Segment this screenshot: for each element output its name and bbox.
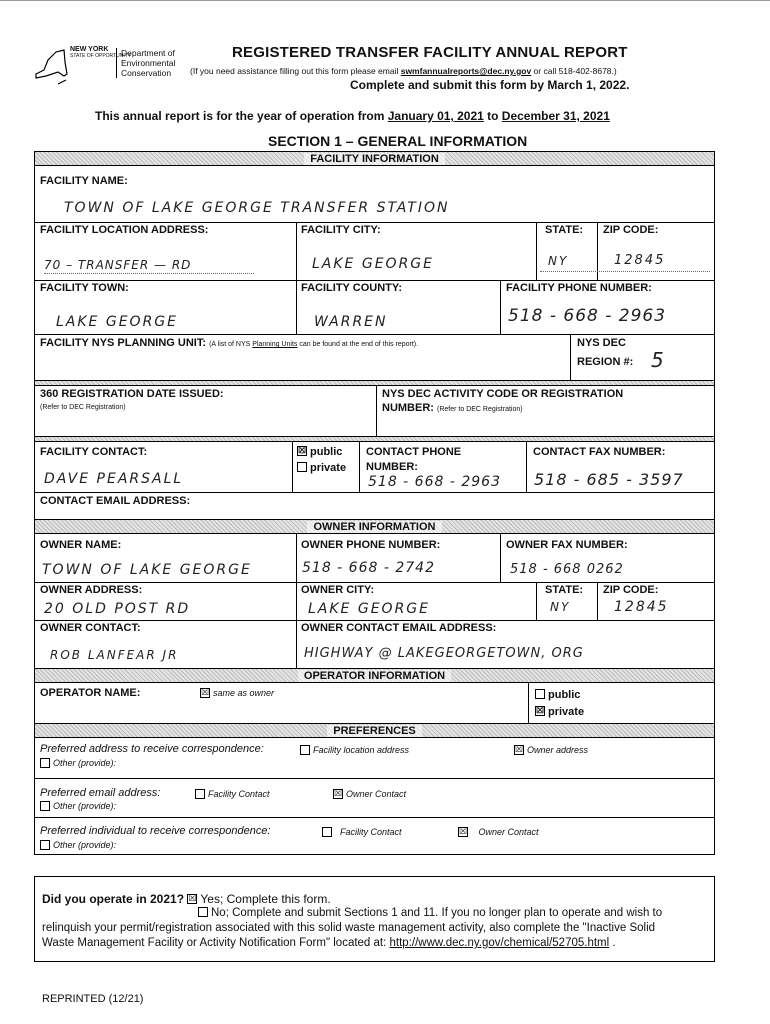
operate-question — [42, 892, 331, 906]
operator-name-label: OPERATOR NAME: — [40, 687, 141, 699]
owner-name-label: OWNER NAME: — [40, 539, 122, 551]
pref-email-label: Preferred email address: — [40, 787, 161, 799]
owner-fax-field[interactable]: 518 - 668 0262 — [510, 562, 624, 577]
assistance-note — [190, 66, 617, 76]
divider — [296, 222, 297, 280]
year-pre: This annual report is for the year of operation from — [95, 109, 388, 123]
operator-public-label: public — [548, 689, 581, 701]
facility-contact-label: FACILITY CONTACT: — [40, 446, 148, 458]
activity-note: (Refer to DEC Registration) — [437, 406, 523, 413]
divider — [35, 582, 714, 583]
pref-email-owner-label: Owner Contact — [346, 789, 407, 799]
divider — [500, 534, 501, 582]
operate-line-3-post: . — [609, 937, 616, 949]
spacer-band — [35, 381, 714, 386]
public-checkbox[interactable]: ☒ — [298, 445, 307, 456]
pref-individual-facility-label: Facility Contact — [340, 827, 402, 837]
registration-date-label: 360 REGISTRATION DATE ISSUED: — [40, 388, 224, 400]
contact-fax-field[interactable]: 518 - 685 - 3597 — [534, 470, 684, 489]
contact-phone-label-2: NUMBER: — [366, 461, 418, 473]
planning-note-pre: (A list of NYS — [209, 341, 253, 348]
facility-zip-label: ZIP CODE: — [603, 224, 659, 236]
owner-state-field[interactable]: NY — [550, 600, 571, 614]
year-of-operation — [95, 109, 610, 123]
divider — [35, 280, 714, 281]
year-mid: to — [483, 109, 502, 123]
pref-email-other-label: Other (provide): — [53, 801, 117, 811]
divider — [597, 582, 598, 620]
divider — [570, 334, 571, 380]
same-as-owner-label: same as owner — [213, 688, 275, 698]
operate-line-3-pre: Waste Management Facility or Activity Notification Form" located at: — [42, 937, 390, 949]
registration-date-note: (Refer to DEC Registration) — [40, 404, 126, 411]
owner-phone-label: OWNER PHONE NUMBER: — [301, 539, 441, 551]
preferences-band-label: PREFERENCES — [327, 725, 422, 737]
department-line-1: Department of — [121, 48, 175, 58]
pref-email-facility-option[interactable] — [195, 789, 270, 800]
owner-phone-field[interactable]: 518 - 668 - 2742 — [302, 560, 435, 576]
divider — [536, 222, 537, 280]
top-rule — [0, 0, 770, 1]
public-option[interactable] — [297, 446, 342, 458]
preferences-band — [35, 724, 714, 738]
year-start: January 01, 2021 — [387, 109, 484, 123]
facility-town-field[interactable]: LAKE GEORGE — [56, 314, 178, 330]
reprinted-date: REPRINTED (12/21) — [42, 993, 144, 1005]
pref-individual-label: Preferred individual to receive correspondence: — [40, 825, 271, 837]
private-checkbox[interactable] — [297, 462, 307, 472]
facility-state-field[interactable]: NY — [548, 254, 569, 268]
owner-contact-field[interactable]: ROB LANFEAR JR — [50, 648, 179, 662]
activity-code-label-1: NYS DEC ACTIVITY CODE OR REGISTRATION — [382, 388, 624, 400]
facility-address-label: FACILITY LOCATION ADDRESS: — [40, 224, 209, 236]
pref-individual-owner-option[interactable] — [458, 827, 539, 838]
pref-email-other-checkbox[interactable] — [40, 801, 50, 811]
contact-phone-label-1: CONTACT PHONE — [366, 446, 462, 458]
pref-address-owner-option[interactable] — [514, 745, 588, 756]
facility-city-label: FACILITY CITY: — [301, 224, 381, 236]
pref-individual-facility-checkbox[interactable] — [322, 827, 332, 837]
owner-contact-label: OWNER CONTACT: — [40, 622, 141, 634]
pref-address-other-option[interactable] — [40, 758, 116, 769]
region-label-2: REGION #: — [577, 356, 634, 368]
operator-private-option[interactable] — [535, 706, 584, 718]
pref-address-owner-checkbox[interactable]: ☒ — [515, 743, 524, 754]
owner-information-band — [35, 520, 714, 534]
operate-line-3 — [42, 937, 616, 949]
department-name — [116, 48, 175, 78]
operator-private-label: private — [548, 706, 585, 718]
divider — [35, 778, 714, 779]
pref-individual-other-label: Other (provide): — [53, 840, 117, 850]
planning-label-text: FACILITY NYS PLANNING UNIT: — [40, 337, 207, 349]
assist-pre: (If you need assistance filling out this form please email — [190, 66, 401, 76]
operate-line-2: relinquish your permit/registration associated with this solid waste management activity, also complete the "Inactive Solid — [42, 922, 656, 934]
operate-question-box — [34, 876, 715, 962]
facility-name-label: FACILITY NAME: — [40, 175, 128, 187]
divider — [35, 817, 714, 818]
facility-information-band — [35, 152, 714, 166]
divider — [359, 442, 360, 492]
contact-fax-label: CONTACT FAX NUMBER: — [533, 446, 666, 458]
pref-individual-facility-option[interactable] — [322, 827, 402, 838]
facility-county-label: FACILITY COUNTY: — [301, 282, 403, 294]
ny-state-map-icon — [34, 44, 68, 90]
owner-name-field[interactable]: TOWN OF LAKE GEORGE — [42, 562, 252, 578]
public-label: public — [310, 446, 343, 458]
submit-deadline: Complete and submit this form by March 1, 2022. — [350, 78, 630, 92]
divider — [35, 222, 714, 223]
facility-address-field[interactable]: 70 – TRANSFER — RD — [44, 258, 192, 272]
report-title: REGISTERED TRANSFER FACILITY ANNUAL REPORT — [232, 44, 628, 61]
assist-post: or call 518-402-8678.) — [531, 66, 617, 76]
region-label-1: NYS DEC — [577, 337, 626, 349]
owner-zip-field[interactable]: 12845 — [614, 599, 669, 615]
divider — [296, 280, 297, 334]
owner-band-label: OWNER INFORMATION — [307, 521, 441, 533]
same-as-owner-option[interactable] — [200, 688, 274, 699]
pref-address-facility-label: Facility location address — [313, 745, 410, 755]
department-line-3: Conservation — [121, 68, 172, 78]
pref-email-other-option[interactable] — [40, 801, 116, 812]
owner-address-label: OWNER ADDRESS: — [40, 584, 143, 596]
owner-zip-label: ZIP CODE: — [603, 584, 659, 596]
dec-logo — [34, 42, 194, 100]
facility-phone-field[interactable]: 518 - 668 - 2963 — [508, 306, 667, 326]
facility-state-label: STATE: — [545, 224, 584, 236]
operator-private-checkbox[interactable]: ☒ — [536, 705, 545, 716]
contact-phone-field[interactable]: 518 - 668 - 2963 — [368, 474, 501, 490]
operator-information-band — [35, 669, 714, 683]
same-as-owner-checkbox[interactable]: ☒ — [201, 686, 210, 697]
section-title: SECTION 1 – GENERAL INFORMATION — [268, 133, 528, 149]
department-line-2: Environmental — [121, 58, 176, 68]
divider — [528, 683, 529, 723]
pref-individual-other-checkbox[interactable] — [40, 840, 50, 850]
address-underline — [44, 273, 254, 274]
facility-city-field[interactable]: LAKE GEORGE — [312, 256, 434, 272]
operator-public-checkbox[interactable] — [535, 689, 545, 699]
private-option[interactable] — [297, 462, 346, 474]
owner-city-field[interactable]: LAKE GEORGE — [308, 601, 430, 617]
facility-zip-field[interactable]: 12845 — [614, 253, 666, 268]
pref-address-other-checkbox[interactable] — [40, 758, 50, 768]
divider — [526, 442, 527, 492]
owner-email-field[interactable]: HIGHWAY @ LAKEGEORGETOWN, ORG — [304, 646, 584, 661]
pref-address-label: Preferred address to receive correspondence: — [40, 743, 264, 755]
operate-question-text: Did you operate in 2021? — [42, 892, 185, 906]
operator-band-label: OPERATOR INFORMATION — [298, 670, 451, 682]
pref-email-owner-option[interactable] — [333, 789, 406, 800]
divider — [35, 492, 714, 493]
owner-state-label: STATE: — [545, 584, 584, 596]
notification-form-link[interactable]: http://www.dec.ny.gov/chemical/52705.html — [389, 937, 610, 949]
owner-fax-label: OWNER FAX NUMBER: — [506, 539, 628, 551]
pref-email-facility-checkbox[interactable] — [195, 789, 205, 799]
planning-note-post: can be found at the end of this report). — [297, 341, 419, 348]
owner-email-label: OWNER CONTACT EMAIL ADDRESS: — [301, 622, 497, 634]
facility-name-field[interactable]: TOWN OF LAKE GEORGE TRANSFER STATION — [64, 200, 450, 216]
operate-yes-checkbox[interactable]: ☒ — [188, 892, 197, 903]
divider — [35, 334, 714, 335]
activity-code-label-2 — [382, 402, 523, 414]
facility-county-field[interactable]: WARREN — [314, 314, 388, 330]
divider — [536, 582, 537, 620]
state-underline — [540, 271, 710, 272]
divider — [500, 280, 501, 334]
facility-band-label: FACILITY INFORMATION — [304, 153, 445, 165]
pref-address-facility-option[interactable] — [300, 745, 409, 756]
facility-town-label: FACILITY TOWN: — [40, 282, 129, 294]
operate-no-line — [198, 907, 662, 919]
divider — [292, 442, 293, 492]
divider — [35, 620, 714, 621]
agency-ny: NEW YORK — [70, 46, 109, 53]
pref-address-other-label: Other (provide): — [53, 758, 117, 768]
owner-city-label: OWNER CITY: — [301, 584, 375, 596]
assistance-email-link[interactable]: swmfannualreports@dec.ny.gov — [400, 66, 532, 76]
activity-label-2-text: NUMBER: — [382, 402, 434, 414]
agency-sub: STATE OF OPPORTUNITY — [70, 53, 132, 59]
facility-phone-label: FACILITY PHONE NUMBER: — [506, 282, 652, 294]
contact-email-label: CONTACT EMAIL ADDRESS: — [40, 495, 191, 507]
divider — [376, 386, 377, 436]
operate-no-text: No; Complete and submit Sections 1 and 11. If you no longer plan to operate and wish to — [211, 907, 663, 919]
pref-individual-other-option[interactable] — [40, 840, 116, 851]
pref-email-facility-label: Facility Contact — [208, 789, 270, 799]
operator-public-option[interactable] — [535, 689, 580, 701]
year-end: December 31, 2021 — [501, 109, 610, 123]
owner-address-field[interactable]: 20 OLD POST RD — [44, 601, 191, 617]
pref-address-owner-label: Owner address — [527, 745, 589, 755]
private-label: private — [310, 462, 347, 474]
pref-individual-owner-label: Owner Contact — [478, 827, 539, 837]
operate-yes-text: Yes; Complete this form. — [200, 892, 331, 906]
facility-contact-field[interactable]: DAVE PEARSALL — [44, 471, 184, 487]
spacer-band — [35, 437, 714, 442]
planning-note — [209, 341, 418, 348]
divider — [296, 534, 297, 668]
pref-address-facility-checkbox[interactable] — [300, 745, 310, 755]
operate-no-checkbox[interactable] — [198, 907, 208, 917]
region-field[interactable]: 5 — [651, 348, 664, 372]
pref-individual-owner-checkbox[interactable]: ☒ — [459, 825, 468, 836]
pref-email-owner-checkbox[interactable]: ☒ — [334, 787, 343, 798]
planning-unit-label — [40, 337, 418, 349]
planning-units-link[interactable]: Planning Units — [252, 341, 298, 348]
